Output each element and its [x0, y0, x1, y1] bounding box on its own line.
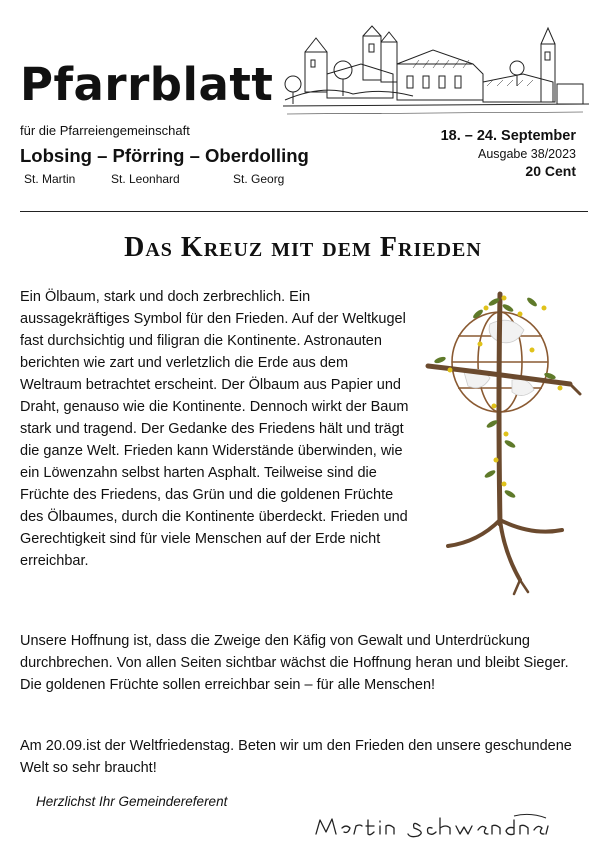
article-paragraph-3: Am 20.09.ist der Weltfriedenstag. Beten wir um den Frieden den unsere geschundene Welt so sehr braucht!: [20, 738, 572, 776]
church-illustration: [283, 24, 589, 120]
masthead-subtitle: für die Pfarreiengemeinschaft: [20, 123, 190, 138]
masthead-title: Pfarrblatt: [20, 58, 274, 111]
article-paragraph-1: Ein Ölbaum, stark und doch zerbrechlich. Ein aussagekräftiges Symbol für den Frieden. Auf der Weltkugel fast durchsichtig und filigran die Kontinente. Astronauten berichten wie zart und verletzlich die Erde aus dem Weltraum betrachtet erscheint. Der Ölbaum aus Papier und Draht, genauso wie die Kontinente. Dennoch wirkt der Baum stark und tragend. Der Gedanke des Friedens hält und trägt die ganze Welt. Frieden kann Widerstände überwinden, wie ein Löwenzahn selbst harten Asphalt. Teilweise sind die Früchte des Friedens, das Grün und die goldenen Früchte des Ölbaumes, durch die Kontinente überdeckt. Frieden und Gerechtigkeit sind für viele Menschen auf der Erde nicht erreichbar.: [20, 289, 409, 569]
saint-martin: St. Martin: [24, 172, 76, 186]
saint-leonhard: St. Leonhard: [111, 172, 180, 186]
parish-names: Lobsing – Pförring – Oberdolling: [20, 145, 309, 166]
saint-georg: St. Georg: [233, 172, 285, 186]
article-headline: Das Kreuz mit dem Frieden: [124, 232, 482, 263]
issue-price: 20 Cent: [525, 163, 576, 179]
issue-number: Ausgabe 38/2023: [477, 147, 576, 161]
closing-greeting: Herzlichst Ihr Gemeindereferent: [36, 794, 228, 809]
signature: [310, 806, 550, 846]
issue-dates: 18. – 24. September: [440, 128, 576, 144]
article-paragraph-2: Unsere Hoffnung ist, dass die Zweige den Käfig von Gewalt und Unterdrückung durchbrechen. Von allen Seiten sichtbar wächst die Hoffnung heran und bleibt Sieger. Die goldenen Früchte sollen erreichbar sein – für alle Menschen!: [20, 633, 569, 693]
header-divider: [20, 211, 588, 212]
olive-tree-cross-image: [420, 284, 588, 604]
issue-info: [441, 128, 576, 179]
